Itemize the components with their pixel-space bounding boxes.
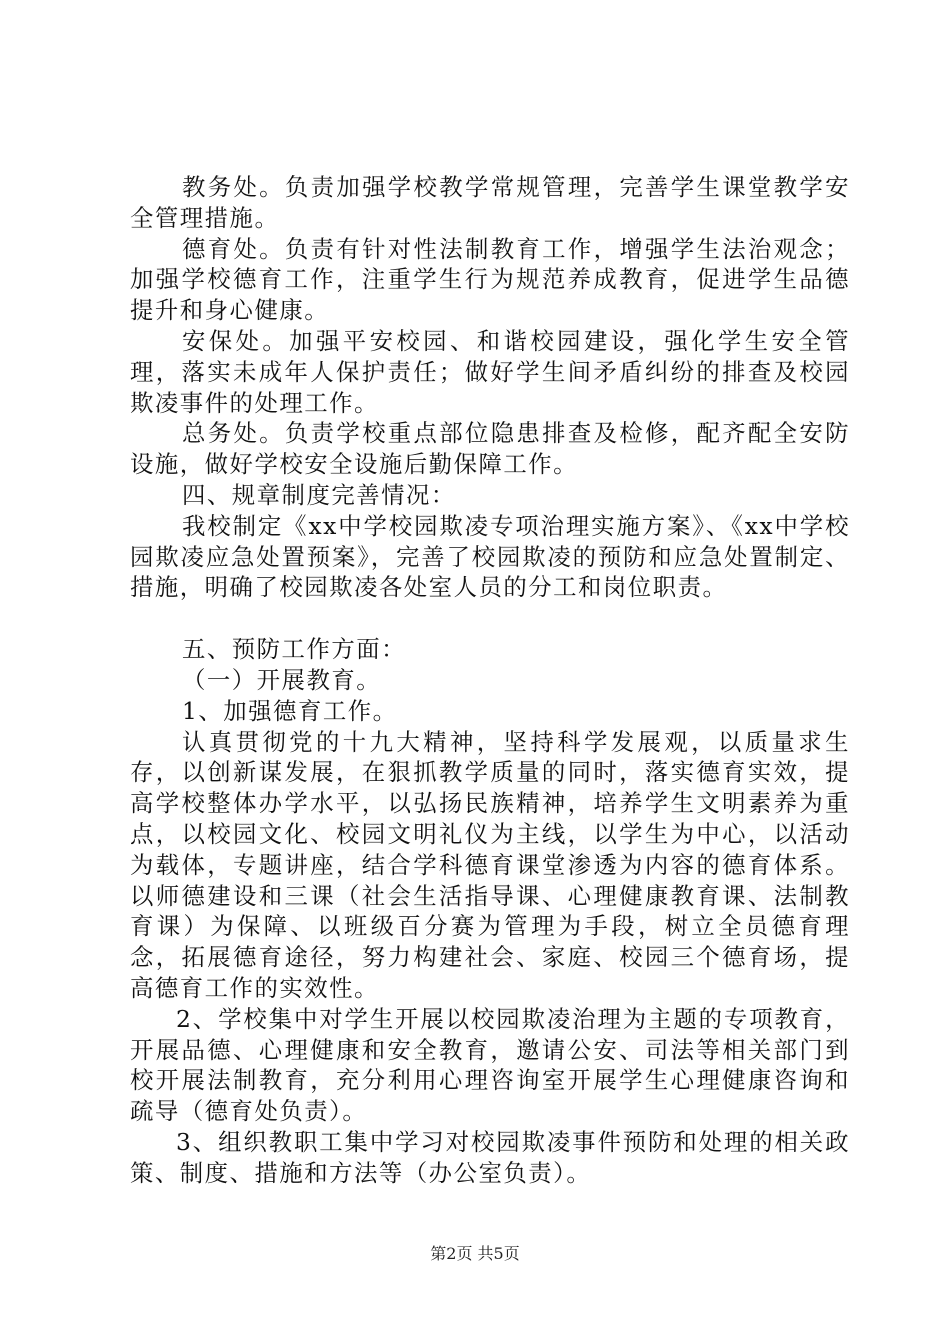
heading-subsection-one: （一）开展教育。	[182, 665, 382, 694]
paragraph-item-three: 3、组织教职工集中学习对校园欺凌事件预防和处理的相关政策、制度、措施和方法等（办公室负责）。	[130, 1127, 850, 1187]
paragraph-moral-work: 认真贯彻党的十九大精神，坚持科学发展观，以质量求生存，以创新谋发展，在狠抓教学质量的同时，落实德育实效，提高学校整体办学水平，以弘扬民族精神，培养学生文明素养为重点，以校园文化、校园文明礼仪为主线，以学生为中心，以活动为载体，专题讲座，结合学科德育课堂渗透为内容的德育体系。以师德建设和三课（社会生活指导课、心理健康教育课、法制教育课）为保障、以班级百分赛为管理为手段，树立全员德育理念，拓展德育途径，努力构建社会、家庭、校园三个德育场，提高德育工作的实效性。	[130, 727, 850, 1002]
heading-section-four: 四、规章制度完善情况：	[182, 480, 456, 509]
paragraph-general-affairs: 总务处。负责学校重点部位隐患排查及检修，配齐配全安防设施，做好学校安全设施后勤保障工作。	[130, 419, 850, 479]
paragraph-security-office: 安保处。加强平安校园、和谐校园建设，强化学生安全管理，落实未成年人保护责任；做好学生间矛盾纠纷的排查及校园欺凌事件的处理工作。	[130, 326, 850, 417]
paragraph-regulations: 我校制定《xx中学校园欺凌专项治理实施方案》、《xx中学校园欺凌应急处置预案》，完善了校园欺凌的预防和应急处置制定、措施，明确了校园欺凌各处室人员的分工和岗位职责。	[130, 511, 850, 602]
page-number-footer: 第2页 共5页	[430, 1244, 520, 1263]
paragraph-moral-education: 德育处。负责有针对性法制教育工作，增强学生法治观念；加强学校德育工作，注重学生行为规范养成教育，促进学生品德提升和身心健康。	[130, 234, 850, 325]
paragraph-academic-affairs: 教务处。负责加强学校教学常规管理，完善学生课堂教学安全管理措施。	[130, 173, 850, 232]
heading-section-five: 五、预防工作方面：	[182, 635, 407, 664]
paragraph-item-two: 2、学校集中对学生开展以校园欺凌治理为主题的专项教育，开展品德、心理健康和安全教育，邀请公安、司法等相关部门到校开展法制教育，充分利用心理咨询室开展学生心理健康咨询和疏导（德育处负责）。	[130, 1004, 850, 1126]
document-body	[130, 172, 850, 1189]
heading-item-one: 1、加强德育工作。	[182, 696, 398, 725]
